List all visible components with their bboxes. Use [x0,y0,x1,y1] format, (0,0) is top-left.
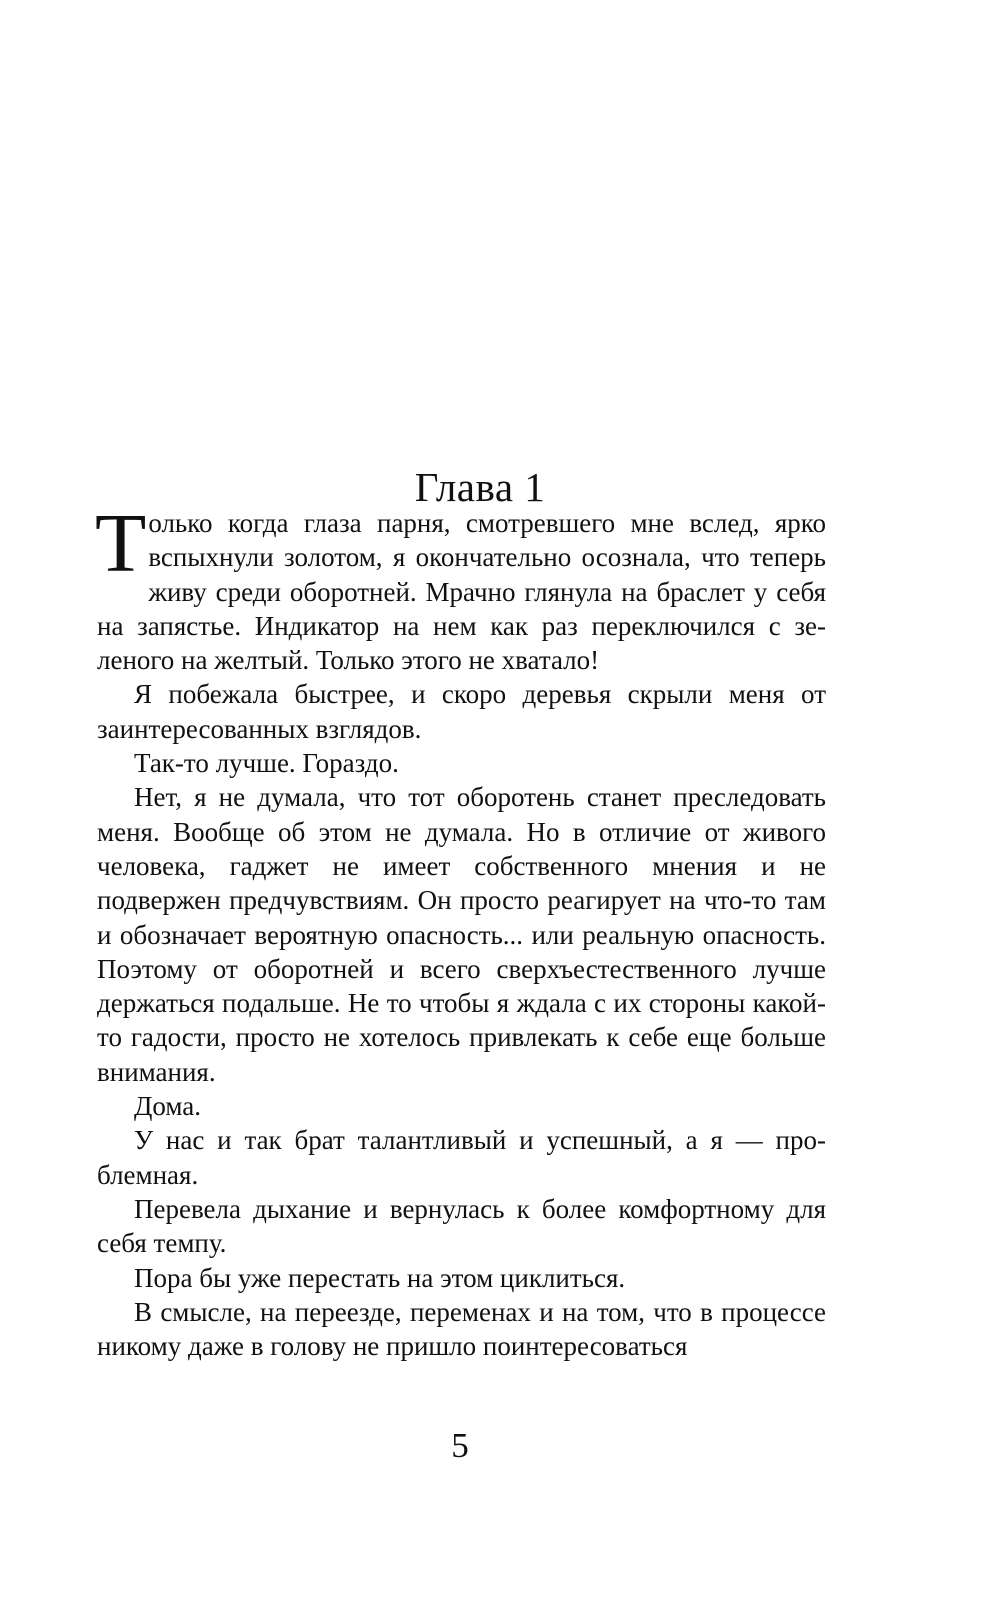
paragraph-9: В смысле, на переезде, переменах и на том, что в процессе никому даже в голову не пришло поинтересоваться [97,1296,826,1362]
drop-cap: Т [95,497,147,590]
paragraph-1 [95,497,826,677]
paragraph-1-text: олько когда глаза парня, смотревшего мне вслед, ярко вспыхнули золотом, я окончательно осознала, что теперь живу среди оборотней. Мрачно глянула на браслет у себя на запястье. Индикатор на нем как раз переключился с зеленого на желтый. Только этого не хватало! [97,508,826,676]
paragraph-7: Перевела дыхание и вернулась к более комфортному для себя темпу. [97,1193,826,1259]
paragraph-3: Так-то лучше. Гораздо. [134,748,399,779]
page-number: 5 [451,1426,469,1465]
paragraph-5: Дома. [134,1091,202,1122]
paragraph-8: Пора бы уже перестать на этом циклиться. [134,1262,626,1293]
paragraph-2: Я побежала быстрее, и скоро деревья скрыли меня от заинтересованных взглядов. [97,679,826,744]
paragraph-4: Нет, я не думала, что тот оборотень станет преследовать меня. Вообще об этом не думала. Но в отличие от живого человека, гаджет не имеет собственного мнения и не подвержен предчувствиям. Он просто реагирует на что-то там и обозначает вероятную опасность... или реальную опасность. Поэтому от оборотней и всего сверхъестественного лучше держаться подальше. Не то чтобы я ждала с их стороны какой-то гадости, просто не хотелось привлекать к себе еще больше внимания. [97,782,826,1087]
chapter-title: Глава 1 [414,464,546,510]
paragraph-6: У нас и так брат талантливый и успешный, а я — проблемная. [97,1125,826,1190]
body-text [95,497,826,1363]
